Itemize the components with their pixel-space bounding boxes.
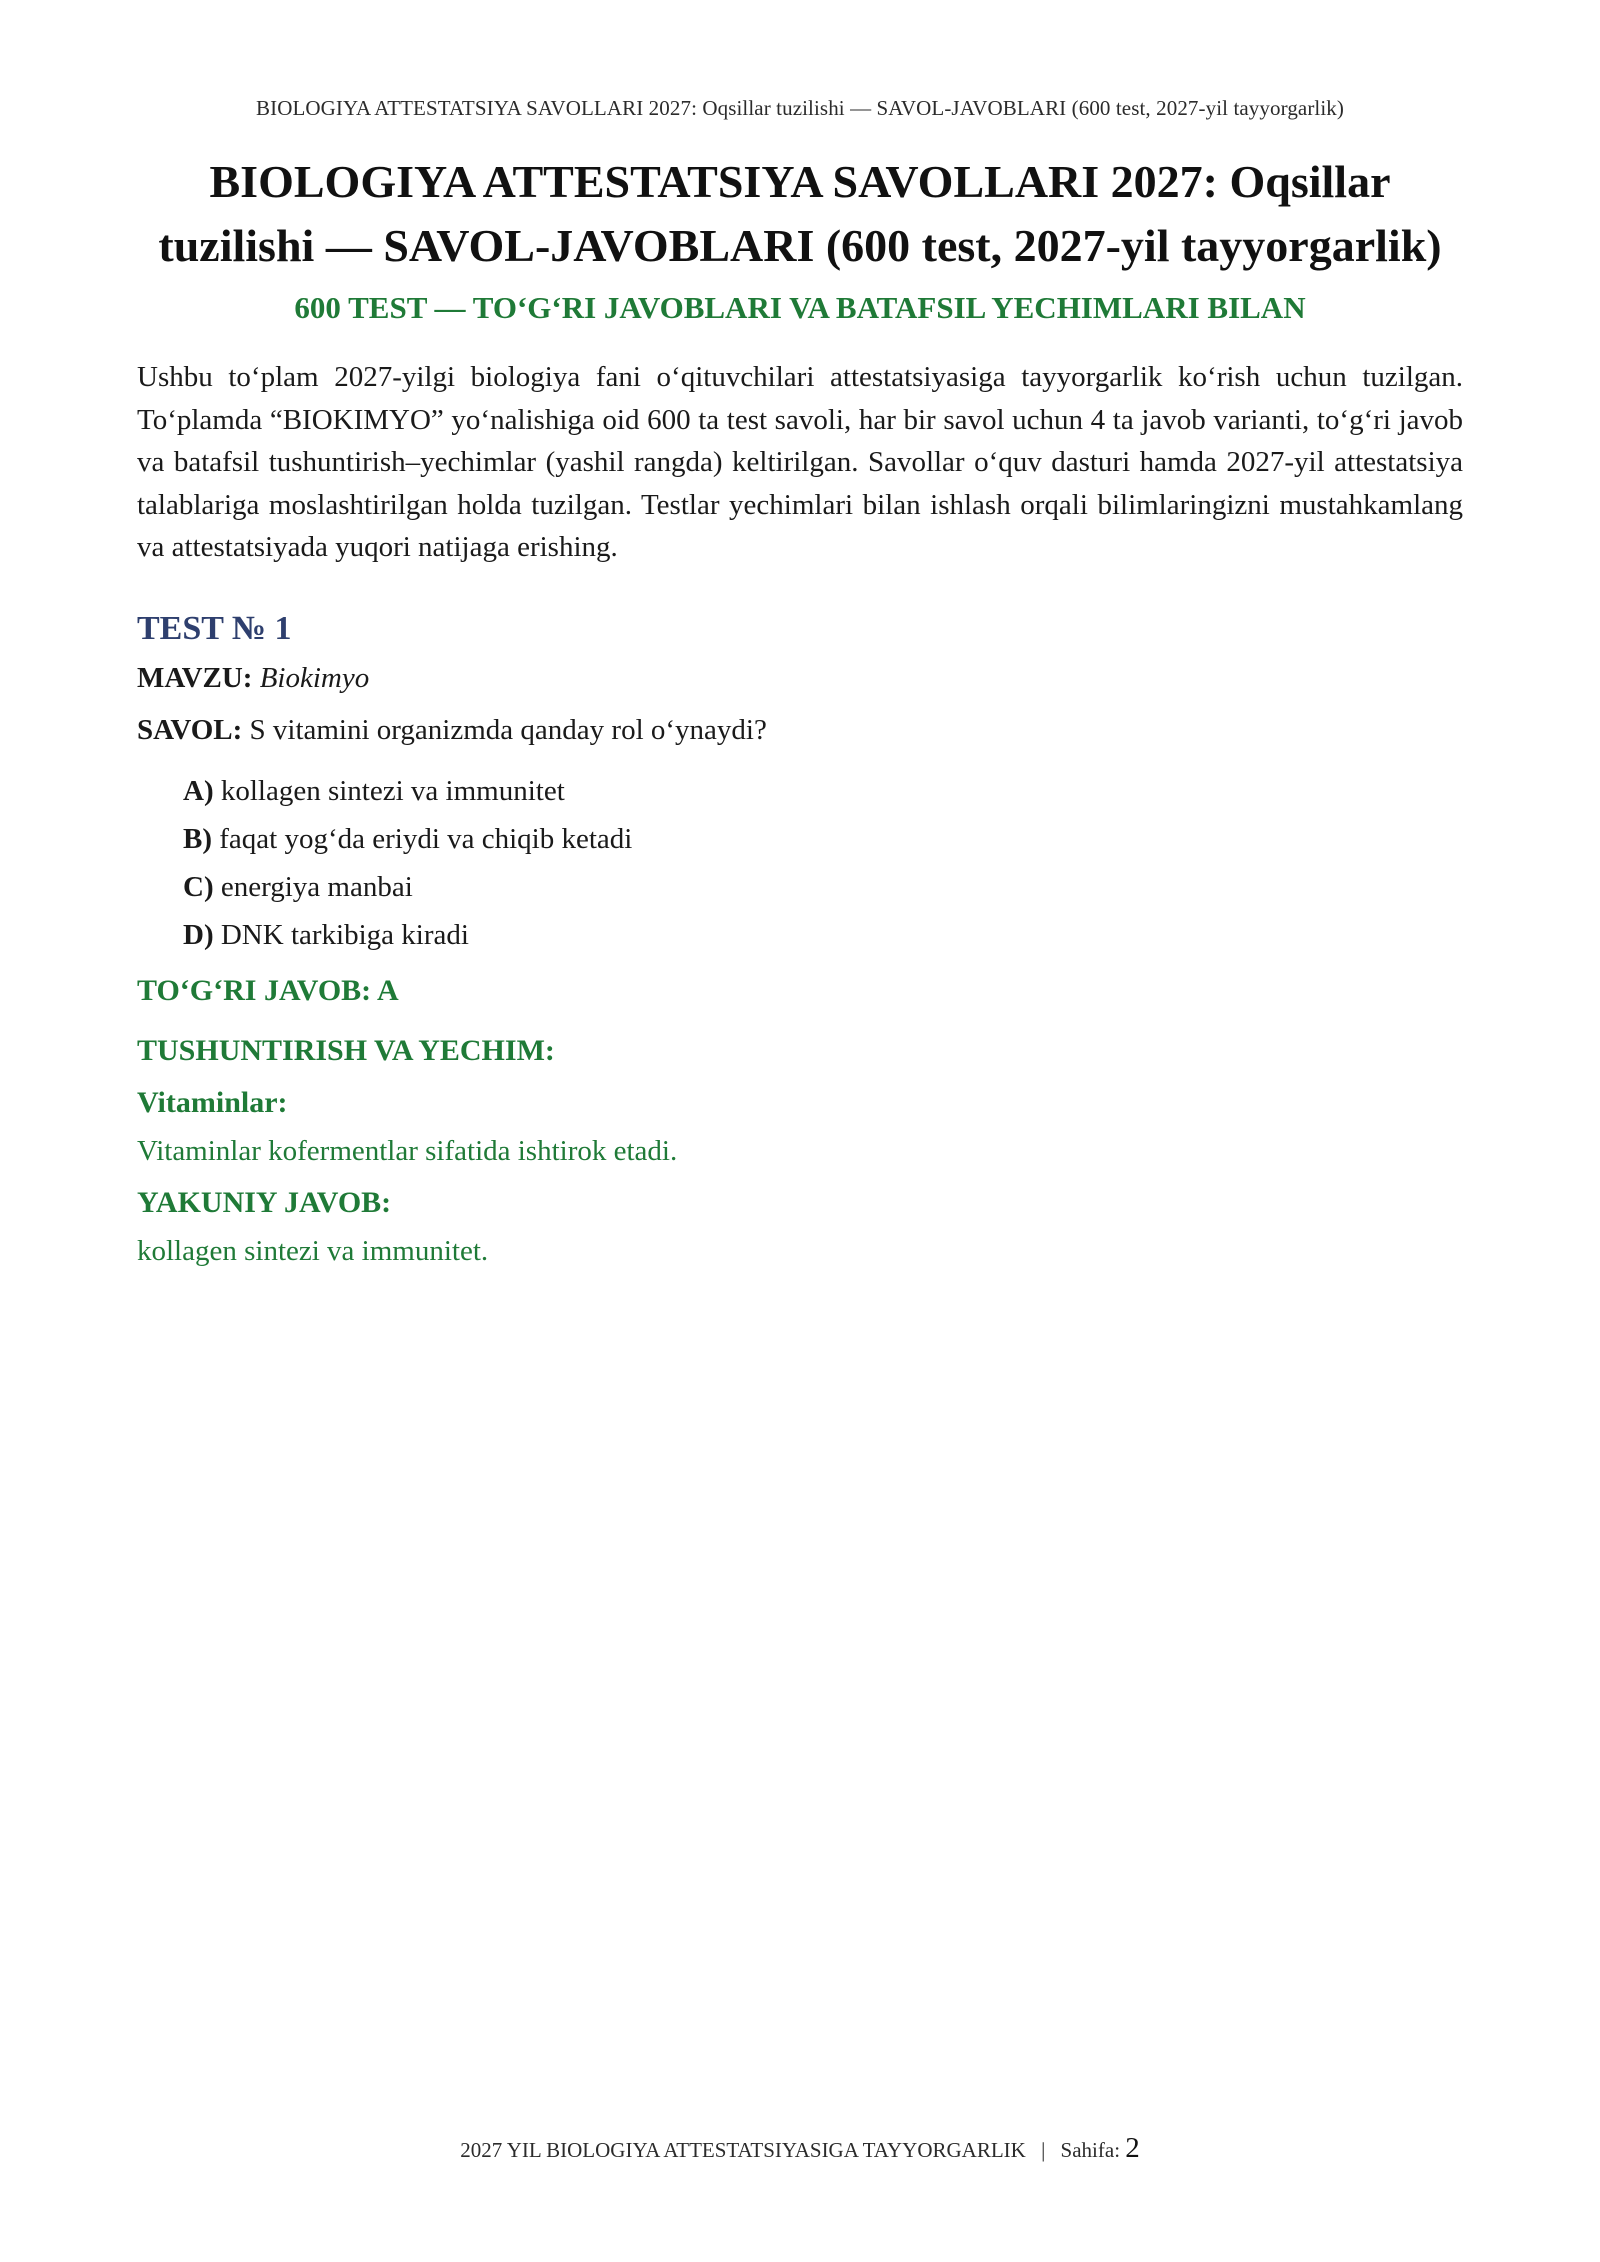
topic-value: Biokimyo (259, 661, 370, 694)
footer-separator: | (1041, 2138, 1046, 2162)
option-text: kollagen sintezi va immunitet (220, 774, 565, 807)
topic-line (137, 659, 1463, 697)
option-d (183, 911, 1463, 959)
running-header: BIOLOGIYA ATTESTATSIYA SAVOLLARI 2027: Oqsillar tuzilishi — SAVOL-JAVOBLARI (600 test, 2027-yil tayyorgarlik) (256, 96, 1344, 120)
topic-label: MAVZU: (137, 661, 253, 694)
solution-subheading: Vitaminlar: (137, 1085, 288, 1119)
page-footer (0, 2132, 1600, 2165)
correct-answer: TO‘G‘RI JAVOB: A (137, 973, 399, 1007)
option-c (183, 863, 1463, 911)
page-content (137, 150, 1463, 1271)
answer-options (183, 767, 1463, 959)
solution-heading: TUSHUNTIRISH VA YECHIM: (137, 1033, 555, 1067)
page-number: 2 (1125, 2132, 1140, 2164)
option-text: energiya manbai (220, 870, 413, 903)
option-a (183, 767, 1463, 815)
footer-text: 2027 YIL BIOLOGIYA ATTESTATSIYASIGA TAYYORGARLIK (460, 2138, 1026, 2162)
option-letter: B) (183, 822, 212, 855)
test-heading: TEST № 1 (137, 609, 292, 647)
document-title: BIOLOGIYA ATTESTATSIYA SAVOLLARI 2027: Oqsillar tuzilishi — SAVOL-JAVOBLARI (600 test, 2027-yil tayyorgarlik) (158, 156, 1442, 271)
option-letter: C) (183, 870, 214, 903)
solution-text: Vitaminlar kofermentlar sifatida ishtirok etadi. (137, 1134, 678, 1167)
question-line (137, 711, 1463, 749)
final-answer-text: kollagen sintezi va immunitet. (137, 1234, 489, 1267)
test-block (137, 607, 1463, 1271)
question-text: S vitamini organizmda qanday rol o‘ynaydi? (249, 713, 767, 746)
final-answer-heading: YAKUNIY JAVOB: (137, 1185, 392, 1219)
option-text: faqat yog‘da eriydi va chiqib ketadi (219, 822, 633, 855)
document-subtitle: 600 TEST — TO‘G‘RI JAVOBLARI VA BATAFSIL YECHIMLARI BILAN (294, 290, 1306, 325)
page-label: Sahifa: (1060, 2138, 1121, 2162)
option-letter: A) (183, 774, 214, 807)
question-label: SAVOL: (137, 713, 243, 746)
option-b (183, 815, 1463, 863)
intro-paragraph: Ushbu to‘plam 2027-yilgi biologiya fani o‘qituvchilari attestatsiyasiga tayyorgarlik ko‘rish uchun tuzilgan. To‘plamda “BIOKIMYO” yo‘nalishiga oid 600 ta test savoli, har bir savol uchun 4 ta javob varianti, to‘g‘ri javob va batafsil tushuntirish–yechimlar (yashil rangda) keltirilgan. Savollar o‘quv dasturi hamda 2027-yil attestatsiya talablariga moslashtirilgan holda tuzilgan. Testlar yechimlari bilan ishlash orqali bilimlaringizni mustahkamlang va attestatsiyada yuqori natijaga erishing. (137, 361, 1463, 563)
option-text: DNK tarkibiga kiradi (220, 918, 469, 951)
option-letter: D) (183, 918, 214, 951)
